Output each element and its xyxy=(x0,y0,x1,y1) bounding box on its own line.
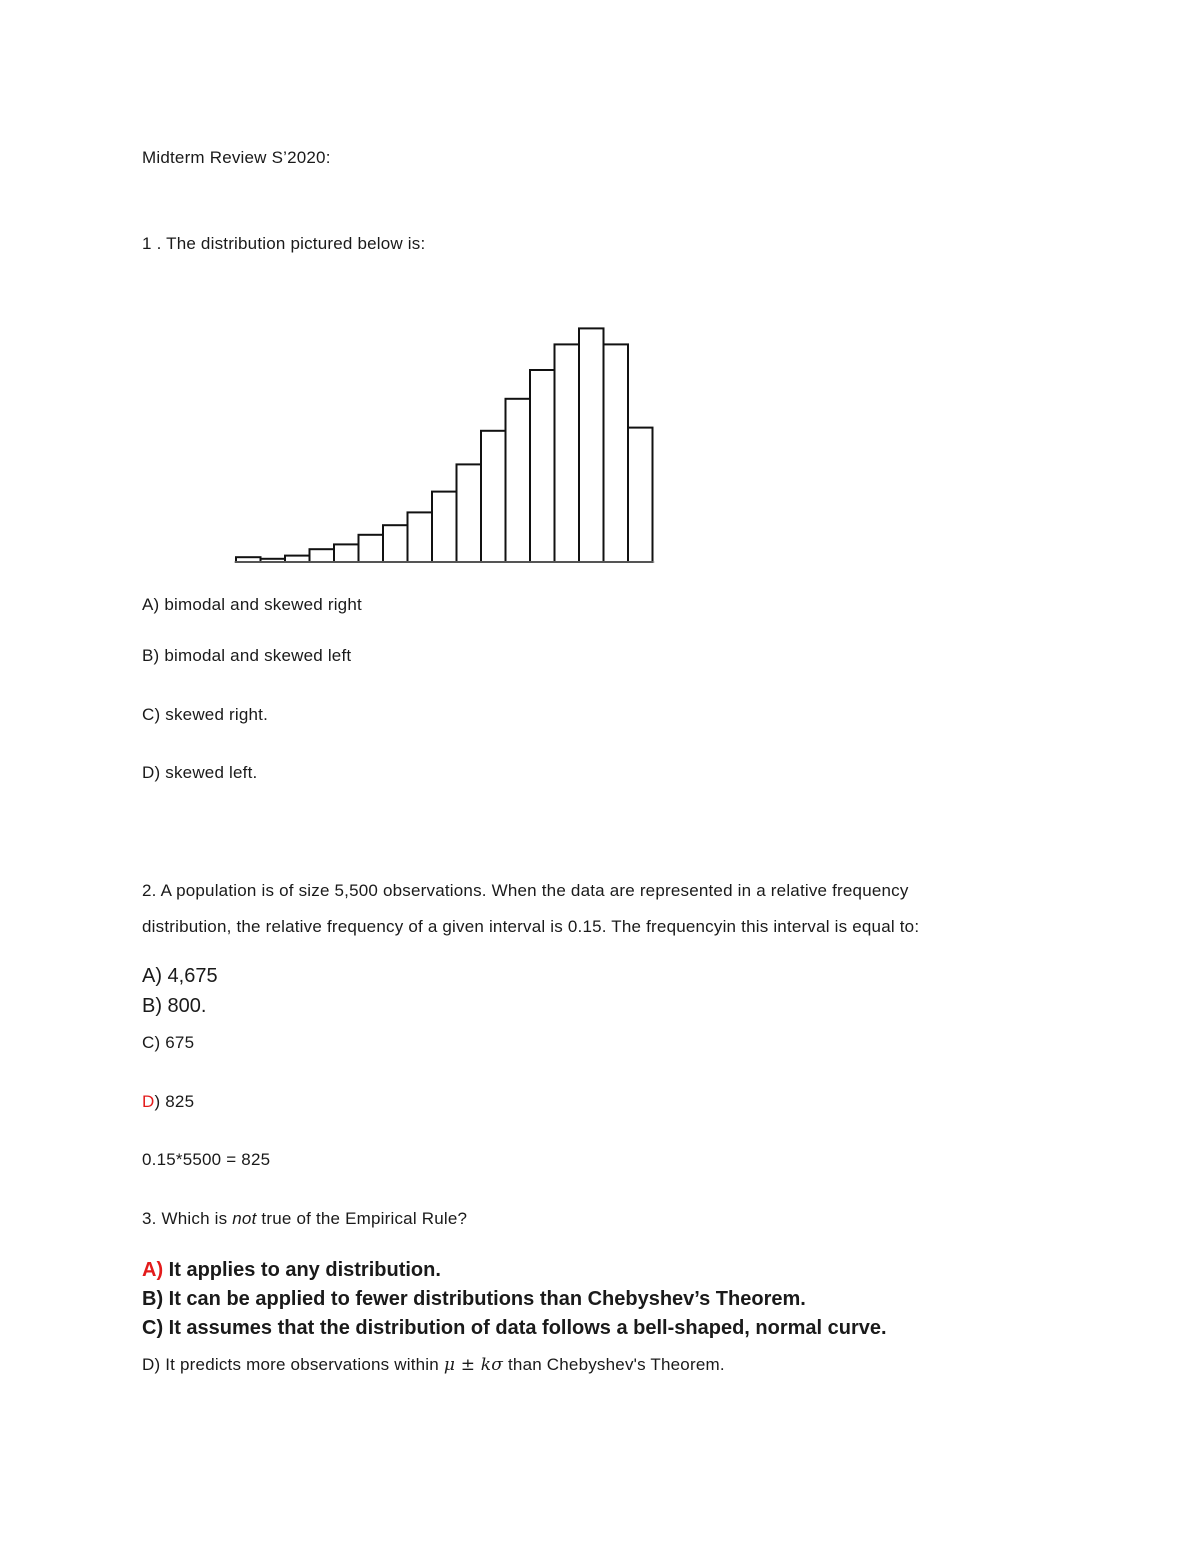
question-1-prompt: 1 . The distribution pictured below is: xyxy=(142,234,426,253)
histogram-bar xyxy=(604,344,629,562)
histogram-bar xyxy=(310,549,335,562)
q1-option-c: C) skewed right. xyxy=(142,705,269,724)
q1-option-a: A) bimodal and skewed right xyxy=(142,595,362,614)
histogram-bar xyxy=(359,535,384,562)
histogram-bar xyxy=(383,525,408,562)
q2-option-b: B) 800. xyxy=(142,995,207,1017)
q3-answer-letter: A) xyxy=(142,1259,164,1281)
histogram-bar xyxy=(408,512,433,562)
histogram-bar xyxy=(432,492,457,562)
q2-option-d-text: ) 825 xyxy=(154,1092,195,1111)
histogram-bar xyxy=(628,428,653,562)
histogram-bar xyxy=(457,464,482,562)
question-2-prompt-line-1: 2. A population is of size 5,500 observations. When the data are represented in a relative frequency xyxy=(142,881,909,900)
histogram-bar xyxy=(236,557,261,562)
histogram-bar xyxy=(481,431,506,562)
q2-option-c: C) 675 xyxy=(142,1033,195,1052)
q3-prompt-emphasis: not xyxy=(232,1209,257,1228)
q3-option-d-math: μ ± kσ xyxy=(443,1355,504,1375)
q3-prompt-start: 3. Which is xyxy=(142,1209,233,1228)
q2-option-d xyxy=(142,1091,194,1113)
q1-option-d: D) skewed left. xyxy=(142,763,258,782)
q3-prompt-end: true of the Empirical Rule? xyxy=(256,1209,468,1228)
histogram-bar xyxy=(285,556,310,562)
histogram-bar xyxy=(555,344,580,562)
q3-option-d-start: D) It predicts more observations within xyxy=(142,1355,444,1374)
question-3-prompt xyxy=(142,1208,467,1230)
q3-option-d xyxy=(142,1354,725,1376)
histogram-chart xyxy=(230,318,670,568)
q3-option-d-end: than Chebyshev's Theorem. xyxy=(503,1355,725,1374)
q3-option-b: B) It can be applied to fewer distributions than Chebyshev’s Theorem. xyxy=(142,1288,806,1310)
q3-option-a-text: It applies to any distribution. xyxy=(163,1259,441,1281)
q2-work: 0.15*5500 = 825 xyxy=(142,1150,271,1169)
histogram-bar xyxy=(334,544,359,562)
page-title: Midterm Review S’2020: xyxy=(142,148,331,167)
question-2-prompt-line-2: distribution, the relative frequency of a given interval is 0.15. The frequencyin this interval is equal to: xyxy=(142,917,920,936)
q2-option-a: A) 4,675 xyxy=(142,965,218,987)
q2-answer-letter: D xyxy=(142,1092,155,1111)
q3-option-a xyxy=(142,1257,441,1283)
histogram-bar xyxy=(530,370,555,562)
q1-option-b: B) bimodal and skewed left xyxy=(142,646,352,665)
histogram-bar xyxy=(506,399,531,562)
q3-option-c: C) It assumes that the distribution of data follows a bell-shaped, normal curve. xyxy=(142,1317,887,1339)
histogram-bar xyxy=(579,328,604,562)
